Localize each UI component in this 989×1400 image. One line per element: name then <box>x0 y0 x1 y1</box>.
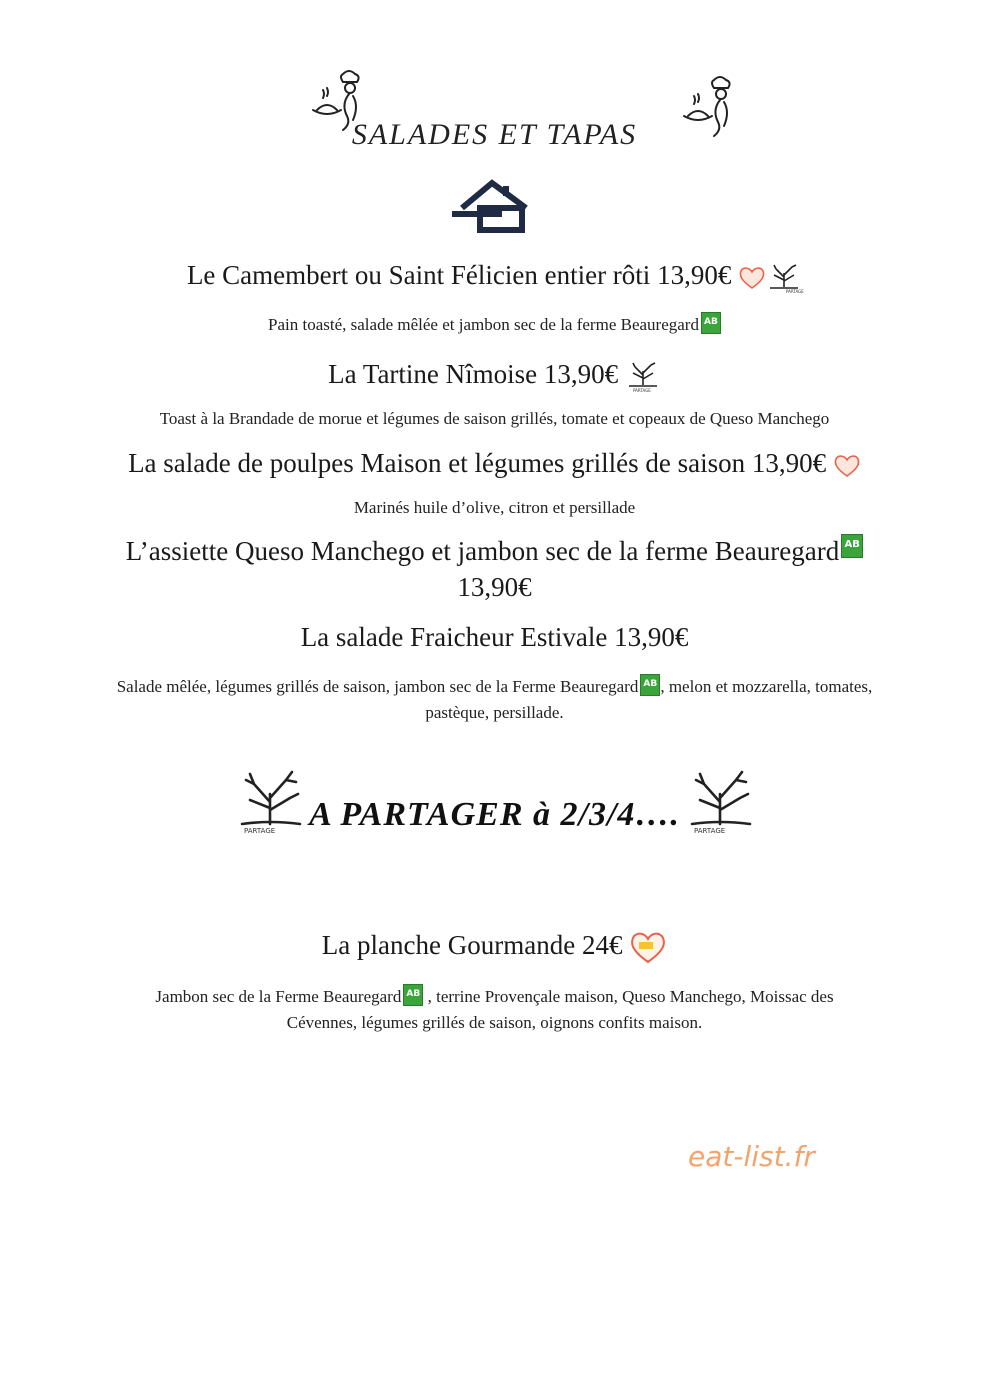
menu-item-name: La planche Gourmande 24€ <box>0 928 989 966</box>
section-title: SALADES ET TAPAS <box>351 118 638 151</box>
menu-item-description: Toast à la Brandade de morue et légumes de saison grillés, tomate et copeaux de Queso Manchego <box>159 409 830 428</box>
menu-item-price: 13,90€ <box>457 572 532 602</box>
tree-icon <box>625 361 661 393</box>
svg-text:PARTAGE: PARTAGE <box>632 387 651 393</box>
menu-item-price: 13,90€ <box>657 260 732 290</box>
menu-item-name: La salade Fraicheur Estivale 13,90€ <box>300 622 689 652</box>
menu-item-name: L’assiette Queso Manchego et jambon sec de la ferme Beauregard AB <box>0 534 989 568</box>
menu-item-description: Jambon sec de la Ferme Beauregard AB , terrine Provençale maison, Queso Manchego, Moissac des <box>0 984 989 1009</box>
tree-icon <box>686 770 754 834</box>
section-title-row <box>0 112 989 162</box>
menu-item-description: Salade mêlée, légumes grillés de saison, jambon sec de la Ferme Beauregard AB , melon et mozzarella, tomates, <box>0 674 989 699</box>
organic-label-icon: AB <box>403 984 423 1006</box>
menu-item-price: 13,90€ <box>614 622 689 652</box>
house-icon <box>452 178 534 236</box>
organic-label-icon: AB <box>841 534 863 558</box>
svg-text:PARTAGE: PARTAGE <box>786 288 804 294</box>
share-section-title: A PARTAGER à 2/3/4…. <box>309 796 680 833</box>
menu-item-name: La Tartine Nîmoise 13,90€ PARTAGE <box>0 357 989 393</box>
heart-icon <box>738 265 766 291</box>
svg-text:PARTAGE: PARTAGE <box>694 827 726 835</box>
chef-icon <box>676 72 746 142</box>
menu-item-name: Le Camembert ou Saint Félicien entier rôti 13,90€ PARTAGE <box>186 260 804 294</box>
share-section-row <box>0 768 989 838</box>
heart-icon <box>833 453 861 479</box>
menu-item-price: 13,90€ <box>543 359 619 389</box>
organic-label-icon: AB <box>640 674 660 696</box>
menu-item-description: pastèque, persillade. <box>425 703 564 722</box>
menu-item-price: 13,90€ <box>751 448 827 478</box>
menu-item-description: Cévennes, légumes grillés de saison, oignons confits maison. <box>286 1013 703 1032</box>
menu-item-description: Marinés huile d’olive, citron et persillade <box>353 498 636 517</box>
svg-text:PARTAGE: PARTAGE <box>244 827 276 835</box>
tree-icon <box>766 263 802 293</box>
organic-label-icon: AB <box>701 312 721 334</box>
heart-icon <box>629 930 667 966</box>
watermark: eat-list.fr <box>688 1140 815 1173</box>
menu-item-price: 24€ <box>581 930 623 960</box>
menu-item-description: Pain toasté, salade mêlée et jambon sec de la ferme Beauregard AB <box>0 312 989 337</box>
menu-item-name: La salade de poulpes Maison et légumes grillés de saison 13,90€ <box>0 446 989 480</box>
